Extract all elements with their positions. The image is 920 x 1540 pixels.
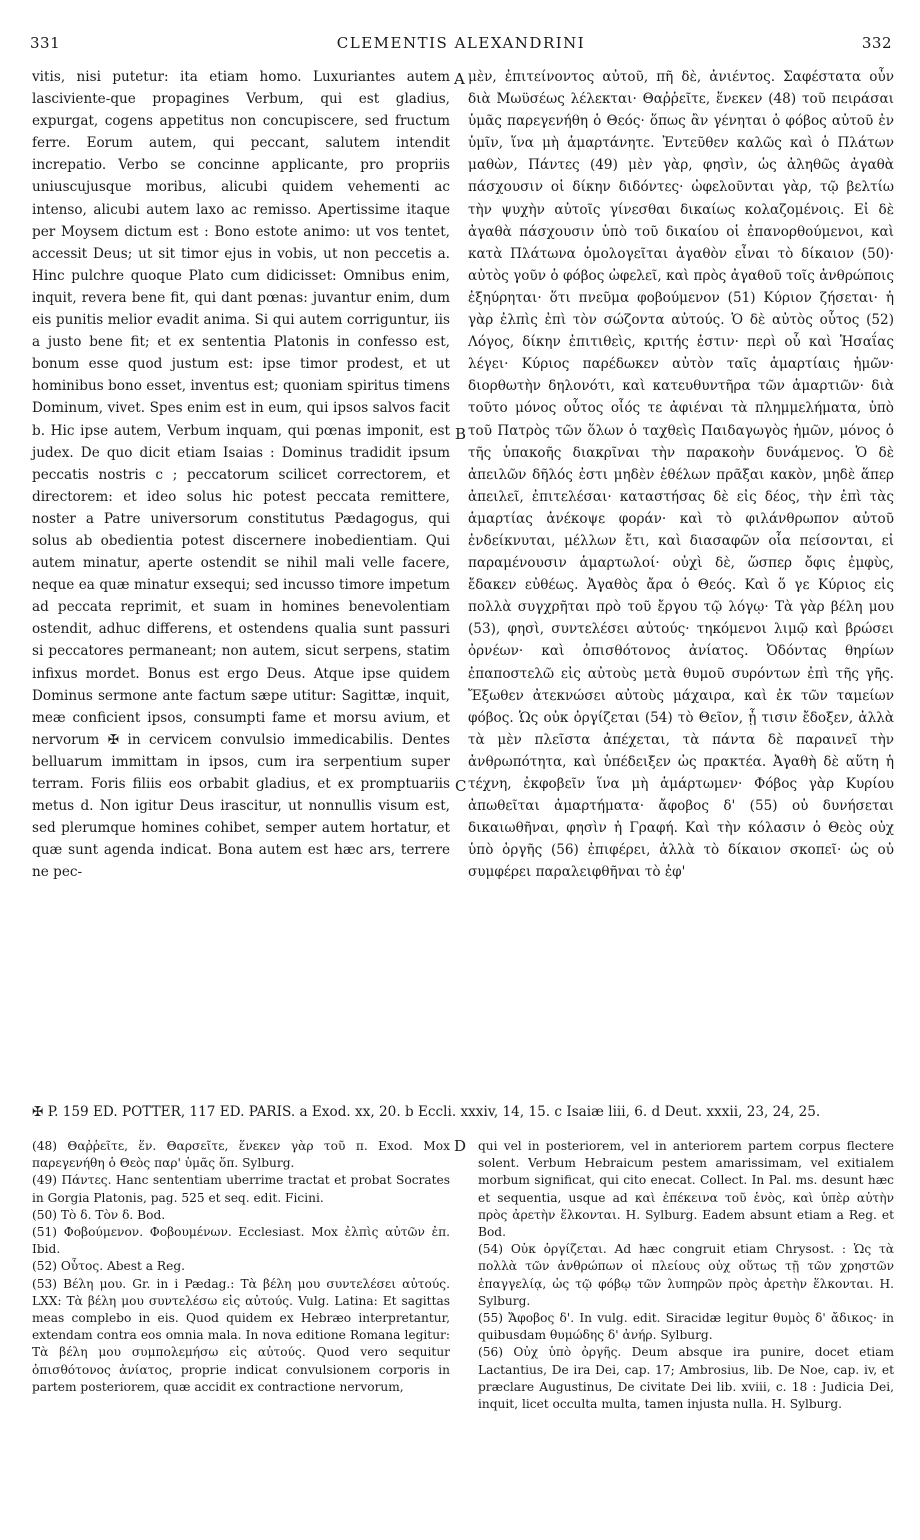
footnote: (49) Πάντες. Hanc sententiam uberrime tractat et probat Socrates in Gorgia Platonis, pag. 525 et seq. edit. Ficini.: [32, 1173, 450, 1205]
footnote: qui vel in posteriorem, vel in anteriorem partem corpus flectere solent. Verbum Hebraicum pestem amarissimam, vel exitialem morbum significat, qui cito enecat. Collect. In Pal. ms. desunt hæc et sequentia, usque ad καὶ ἐπέκεινα τοῦ ἑνὸς, καὶ ὑπὲρ αὐτὴν πρὸς ἀρετὴν ἕλκονται. H. Sylburg. Eadem absunt etiam a Reg. et Bod.: [478, 1139, 894, 1240]
footnotes-left: [32, 1138, 450, 1396]
margin-letter-c: C: [455, 777, 467, 795]
footnotes-right: [478, 1138, 894, 1413]
edition-references: ✠ P. 159 ED. POTTER, 117 ED. PARIS. a Exod. xx, 20. b Eccli. xxxiv, 14, 15. c Isaiæ liii, 6. d Deut. xxxii, 23, 24, 25.: [32, 1104, 821, 1120]
footnote: (51) Φοβούμενον. Φοβουμένων. Ecclesiast. Mox ἐλπὶς αὐτῶν ἐπ. Ibid.: [32, 1225, 450, 1257]
running-title: CLEMENTIS ALEXANDRINI: [336, 34, 586, 52]
margin-letter-b: B: [455, 425, 467, 443]
footnote: (50) Τὸ δ. Τὸν δ. Bod.: [32, 1207, 166, 1222]
page-number-right: 332: [861, 34, 892, 52]
footnote: (48) Θαῤῥεῖτε, ἕν. Θαρσεῖτε, ἕνεκεν γὰρ τοῦ π. Exod. Mox παρεγενήθη ὁ Θεὸς παρ' ὑμᾶς ὅπ. Sylburg.: [32, 1139, 450, 1171]
footnote: (54) Οὐκ ὀργίζεται. Ad hæc congruit etiam Chrysost. : Ὡς τὰ πολλὰ τῶν ἀνθρώπων οἱ πλείους οὐχ οὕτως τῇ τῶν χρηστῶν ἐπαγγελίᾳ, ὡς τῷ φόβῳ τῶν λυπηρῶν πρὸς ἀρετὴν ἕλκονται. H. Sylburg.: [478, 1242, 894, 1308]
footnote: (53) Βέλη μου. Gr. in i Pædag.: Τὰ βέλη μου συντελέσει αὐτούς. LXX: Τὰ βέλη μου συντελέσω εἰς αὐτούς. Vulg. Latina: Et sagittas meas complebo in eis. Quod quidem ex Hebræo interpretantur, extendam contra eos omnia mala. In nova editione Romana legitur: Τὰ βέλη μου συμπολεμήσω εἰς αὐτούς. Quod vero sequitur ὀπισθότονος ἀνίατος, proprie indicat convulsionem corporis in partem posteriorem, quæ accidit ex contractione nervorum,: [32, 1276, 450, 1394]
running-header: [30, 34, 892, 56]
margin-letter-a: A: [454, 70, 465, 88]
page-number-left: 331: [30, 34, 61, 52]
footnote: (56) Οὐχ ὑπὸ ὀργῆς. Deum absque ira punire, docet etiam Lactantius, De ira Dei, cap. 17; Ambrosius, lib. De Noe, cap. iv, et præclare Augustinus, De civitate Dei lib. xviii, c. 18 : Judicia Dei, inquit, licet occulta multa, tamen injusta nulla. H. Sylburg.: [478, 1345, 894, 1412]
latin-column: vitis, nisi putetur: ita etiam homo. Luxuriantes autem lasciviente-que propagines Verbum, qui est gladius, expurgat, cogens appetitus non concupiscere, sed fructum ferre. Eorum autem, qui peccant, salutem intendit increpatio. Verbo se concinne applicante, pro propriis uniuscujusque moribus, alicubi quidem vehementi ac intenso, alicubi autem laxo ac remisso. Apertissime itaque per Moysem dictum est : Bono estote animo: ut vos tentet, accessit Deus; ut sit timor ejus in vobis, ut non peccetis a. Hinc pulchre quoque Plato cum didicisset: Omnibus enim, inquit, revera bene fit, qui dant pœnas: juvantur enim, dum eis punitis melior evadit anima. Si qui autem corriguntur, iis a justo bene fit; et ex sententia Platonis in confesso est, bonum esse quod justum est: ipse timor prodest, et ut hominibus bono esset, inventus est; quoniam spiritus timens Dominum, vivet. Spes enim est in eum, qui ipsos salvos facit b. Hic ipse autem, Verbum inquam, qui pœnas imponit, est judex. De quo dicit etiam Isaias : Dominus tradidit ipsum peccatis nostris c ; peccatorum scilicet correctorem, et directorem: et ideo solus hic potest peccata remittere, noster a Patre universorum constitutus Pædagogus, qui solus ab obedientia potest discernere inobedientiam. Qui autem minatur, aperte ostendit se nihil mali velle facere, neque ea quæ minatur exsequi; sed incusso timore impetum ad peccata reprimit, et suam in homines benevolentiam ostendit, adhuc differens, et ostendens qualia sunt passuri si peccatores permaneant; non autem, sicut serpens, statim infixus mordet. Bonus est ergo Deus. Atque ipse quidem Dominus sermone ante factum sæpe utitur: Sagittæ, inquit, meæ conficient ipsos, consumpti fame et morsu avium, et nervorum ✠ in cervicem convulsio immedicabilis. Dentes belluarum immittam in ipsos, cum ira serpentium super terram. Foris filiis eos orbabit gladius, et ex promptuariis metus d. Non igitur Deus irascitur, ut nonnullis visum est, sed plerumque homines cohibet, semper autem hortatur, et quæ sunt agenda indicat. Bona autem est hæc ars, terrere ne pec-: [32, 69, 450, 881]
greek-column: μὲν, ἐπιτείνοντος αὐτοῦ, πῆ δὲ, ἀνιέντος. Σαφέστατα οὖν διὰ Μωϋσέως λέλεκται· Θαῤῥεῖτε, ἕνεκεν (48) τοῦ πειράσαι ὑμᾶς παρεγενήθη ὁ Θεός· ὅπως ἂν γένηται ὁ φόβος αὐτοῦ ἐν ὑμῖν, ἵνα μὴ ἁμαρτάνητε. Ἐντεῦθεν καλῶς καὶ ὁ Πλάτων μαθὼν, Πάντες (49) μὲν γὰρ, φησὶν, ὡς ἀληθῶς ἀγαθὰ πάσχουσιν οἱ δίκην διδόντες· ὠφελοῦνται γὰρ, τῷ βελτίω τὴν ψυχὴν αὐτοῖς γίνεσθαι δικαίως κολαζομένοις. Εἰ δὲ ἀγαθὰ πάσχουσιν ὑπὸ τοῦ δικαίου οἱ ἐπανορθούμενοι, καὶ κατὰ Πλάτωνα ὁμολογεῖται ἀγαθὸν εἶναι τὸ δίκαιον (50)· αὐτὸς γοῦν ὁ φόβος ὠφελεῖ, καὶ πρὸς ἀγαθοῦ τοῖς ἀνθρώποις ἐξηύρηται· ὅτι πνεῦμα φοβούμενον (51) Κύριον ζήσεται· ἡ γὰρ ἐλπὶς ἐπὶ τὸν σώζοντα αὐτούς. Ὁ δὲ αὐτὸς οὗτος (52) Λόγος, δίκην ἐπιτιθεὶς, κριτής ἐστιν· περὶ οὗ καὶ Ἡσαΐας λέγει· Κύριος παρέδωκεν αὐτὸν ταῖς ἁμαρτίαις ἡμῶν· διορθωτὴν δηλονότι, καὶ κατευθυντῆρα τῶν ἁμαρτιῶν· διὰ τοῦτο μόνος οὗτος οἷός τε ἀφιέναι τὰ πλημμελήματα, ὑπὸ τοῦ Πατρὸς τῶν ὅλων ὁ ταχθεὶς Παιδαγωγὸς ἡμῶν, μόνος ὁ τῆς ὑπακοῆς διακρῖναι τὴν παρακοὴν δυνάμενος. Ὁ δὲ ἀπειλῶν δῆλός ἐστι μηδὲν ἐθέλων πρᾶξαι κακὸν, μηδὲ ἅπερ ἀπειλεῖ, ἐπιτελέσαι· καταστήσας δὲ εἰς δέος, τὴν ἐπὶ τὰς ἁμαρτίας ἀνέκοψε φοράν· καὶ τὸ φιλάνθρωπον αὐτοῦ ἐνδείκνυται, μέλλων ἔτι, καὶ διασαφῶν οἷα πείσονται, εἰ παραμένουσιν ἁμαρτωλοί· οὐχὶ δὲ, ὥσπερ ὄφις ἐμφὺς, ἔδακεν εὐθέως. Ἀγαθὸς ἄρα ὁ Θεός. Καὶ ὅ γε Κύριος εἰς πολλὰ συγχρῆται πρὸ τοῦ ἔργου τῷ λόγῳ· Τὰ γὰρ βέλη μου (53), φησὶ, συντελέσει αὐτούς· τηκόμενοι λιμῷ καὶ βρώσει ὀρνέων· καὶ ὀπισθότονος ἀνίατος. Ὀδόντας θηρίων ἐπαποστελῶ εἰς αὐτοὺς μετὰ θυμοῦ συρόντων ἐπὶ τῆς γῆς. Ἔξωθεν ἀτεκνώσει αὐτοὺς μάχαιρα, καὶ ἐκ τῶν ταμείων φόβος. Ὡς οὐκ ὀργίζεται (54) τὸ Θεῖον, ᾗ τισιν ἔδοξεν, ἀλλὰ τὰ μὲν πλεῖστα ἀπέχεται, τὰ πάντα δὲ παραινεῖ τὴν ἀνθρωπότητα, καὶ ὑπέδειξεν ὡς πρακτέα. Ἀγαθὴ δὲ αὕτη ἡ τέχνη, ἐκφοβεῖν ἵνα μὴ ἁμάρτωμεν· Φόβος γὰρ Κυρίου ἀπωθεῖται ἁμαρτήματα· ἄφοβος δ' (55) οὐ δυνήσεται δικαιωθῆναι, φησὶν ἡ Γραφή. Καὶ τὴν κόλασιν ὁ Θεὸς οὐχ ὑπὸ ὀργῆς (56) ἐπιφέρει, ἀλλὰ τὸ δίκαιον σκοπεῖ· ὡς οὐ συμφέρει παραλειφθῆναι τὸ ἐφ': [468, 69, 894, 881]
footnote: (55) Ἄφοβος δ'. In vulg. edit. Siracidæ legitur θυμὸς δ' ἄδικος· in quibusdam θυμώδης δ' ἀνήρ. Sylburg.: [478, 1311, 894, 1343]
footnote: (52) Οὗτος. Abest a Reg.: [32, 1259, 185, 1274]
margin-letter-d: D: [454, 1137, 467, 1155]
